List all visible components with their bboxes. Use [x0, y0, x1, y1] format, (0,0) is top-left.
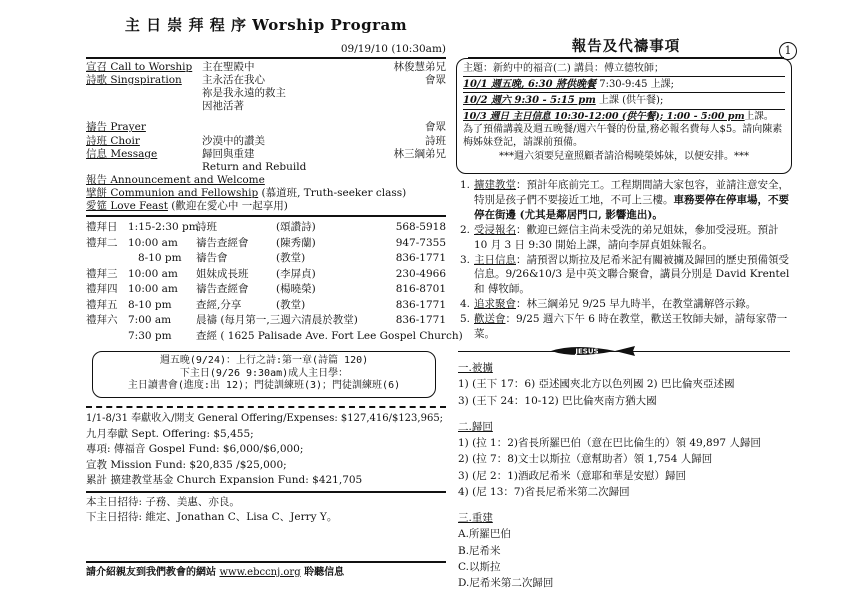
outline-line: 1) (王下 17：6) 亞述國夾北方以色列國 2) 巴比倫夾亞述國 — [458, 378, 735, 391]
schedule-location: (李屏貞) — [276, 267, 316, 280]
schedule-event: 禱告查經會 — [196, 283, 249, 296]
notice-item — [460, 253, 792, 298]
footer-tail: 聆聽信息 — [304, 566, 345, 578]
schedule-rest: 7:30-9:45 上課; — [596, 79, 675, 91]
outline-line: D.尼希米第二次歸回 — [458, 577, 554, 590]
divider — [86, 561, 446, 563]
singspiration-leader: 會眾 — [425, 74, 446, 86]
schedule-phone: 230-4966 — [395, 267, 446, 280]
schedule-day: 禮拜三 — [86, 267, 118, 280]
outline-line: 3) (王下 24：10-12) 巴比倫夾南方猶大國 — [458, 394, 657, 407]
communion-label: 擘餅 Communion and Fellowship — [86, 187, 259, 199]
divider-word: JESUS — [575, 347, 599, 356]
schedule-location: (教堂) — [276, 298, 306, 311]
finance-line: 1/1-8/31 奉獻收入/開支 General Offering/Expenses: $127,416/$123,965; — [86, 412, 444, 424]
schedule-location: (陳秀蘭) — [276, 236, 316, 249]
prayer-leader: 會眾 — [425, 121, 446, 134]
worship-program-column — [86, 8, 463, 593]
schedule-time: 7:30 pm — [128, 329, 172, 342]
lovefeast-label: 愛筵 Love Feast — [86, 200, 168, 213]
schedule-day: 禮拜四 — [86, 283, 118, 296]
finance-line: 累計 擴建教堂基金 Church Expansion Fund: $421,705 — [86, 474, 363, 487]
schedule-event: 查經 ( 1625 Palisade Ave. Fort Lee Gospel Church) — [196, 329, 463, 342]
finance-line: 九月奉獻 Sept. Offering: $5,455; — [86, 427, 254, 440]
notice-number: 1. — [460, 179, 471, 191]
schedule-row — [86, 268, 446, 284]
bible-study-outline — [458, 360, 790, 591]
notice-item — [460, 297, 792, 312]
notice-title: 受浸報名 — [474, 223, 516, 236]
hymn-extra: 因祂活著 — [202, 100, 244, 113]
notice-number: 4. — [460, 298, 471, 311]
schedule-location: (楊曉榮) — [276, 283, 316, 296]
outline-line: 1) (拉 1：2)省長所羅巴伯（意在巴比倫生的）領 49,897 人歸回 — [458, 437, 761, 450]
message-label: 信息 Message — [86, 147, 158, 160]
schedule-location: (教堂) — [276, 252, 306, 265]
section-heading: 三.重建 — [458, 512, 493, 525]
schedule-time: 10:00 am — [128, 283, 178, 296]
schedule-phone: 836-1771 — [395, 252, 446, 265]
notice-title: 歡送會 — [474, 313, 506, 326]
schedule-day: 禮拜六 — [86, 314, 118, 327]
prayer-item — [202, 121, 322, 134]
notice-bold: 車務要停在停車場，不要停在街邊 (尤其是鄰居門口, 影響進出)。 — [474, 193, 789, 221]
prayer-label: 禱告 Prayer — [86, 121, 146, 134]
service-date: 09/19/10 (10:30am) — [340, 42, 446, 55]
notice-title: 擴建教堂 — [474, 179, 516, 191]
schedule-event: 詩班 — [196, 221, 217, 234]
schedule-phone: 568-5918 — [395, 221, 446, 234]
message-speaker: 林三綱弟兄 — [393, 147, 446, 160]
notice-title: 主日信息 — [474, 253, 516, 266]
schedule-day: 禮拜五 — [86, 298, 118, 311]
notice-item — [460, 223, 792, 253]
schedule-emphasis: 10/3 週日 主日信息 10:30-12:00 (供午餐); 1:00 - 5:00 pm — [463, 110, 745, 122]
schedule-row — [86, 237, 446, 253]
schedule-rest: 上課。 — [744, 110, 774, 122]
footer-text: 請介紹親友到我們教會的網站 — [86, 566, 216, 578]
notice-text: ：請預習以斯拉及尼希米記有關被擄及歸回的歷史預備領受信息。9/26&10/3 是中英文聯合聚會，講員分別是 David Krentel 和 傅牧師。 — [474, 253, 790, 296]
communion-row — [86, 187, 446, 200]
hymn-extra: 祢是我永遠的救主 — [202, 87, 286, 100]
notice-number: 5. — [460, 313, 471, 326]
notice-number: 3. — [460, 253, 471, 266]
next-sunday-school: 下主日(9/26 9:30am)成人主日學： — [179, 367, 349, 379]
announcement-label: 報告 Announcement and Welcome — [86, 173, 265, 186]
service-row-prayer — [86, 121, 446, 134]
outline-line: 4) (尼 13：7)省長尼希米第二次歸回 — [458, 485, 630, 498]
finance-line: 宣教 Mission Fund: $20,835 /$25,000; — [86, 458, 287, 471]
notice-text: ：歡迎已經信主尚未受洗的弟兄姐妹，參加受浸班。預計 10 月 3 日 9:30 開始上課，請向李屏貞姐妹報名。 — [474, 223, 779, 251]
schedule-emphasis: 10/1 週五晚, 6:30 將供晚餐 — [463, 79, 597, 91]
friday-sunday-school-box — [92, 351, 436, 398]
choir-leader: 詩班 — [425, 134, 446, 147]
service-row-call — [86, 61, 446, 74]
schedule-event: 禱告查經會 — [196, 236, 249, 249]
retreat-theme: 主題：新約中的福音(二) 講員：傅立德牧師； — [463, 63, 664, 74]
schedule-day: 禮拜二 — [86, 236, 118, 249]
service-row-message — [86, 148, 446, 161]
footer — [86, 561, 446, 580]
call-to-worship-label: 宣召 Call to Worship — [86, 60, 193, 73]
retreat-schedule-2 — [463, 94, 785, 107]
lovefeast-note: (歡迎在愛心中 一起享用) — [171, 200, 288, 213]
retreat-schedule-1 — [463, 78, 785, 91]
service-row-choir — [86, 135, 446, 148]
section-heading: 二.歸回 — [458, 420, 493, 433]
call-to-worship-item: 主在聖殿中 — [202, 60, 255, 73]
notice-text: ：預計年底前完工。工程期間請大家包容，並請注意安全，特別是孩子們不要接近工地，不可上三樓。 — [474, 179, 789, 206]
page-marker: 1 — [779, 42, 797, 60]
finance-report — [86, 412, 446, 489]
schedule-row — [86, 221, 446, 237]
schedule-row — [86, 314, 446, 330]
hosts — [86, 495, 446, 526]
divider — [86, 57, 446, 59]
outline-line: 2) (拉 7：8)文士以斯拉（意幫助者）領 1,754 人歸回 — [458, 453, 713, 466]
schedule-time: 8-10 pm — [138, 252, 182, 265]
notice-number: 2. — [460, 223, 471, 236]
service-row-hymn — [86, 74, 446, 87]
childcare-note: ***週六須要兒童照顧者請洽楊曉榮姊妹，以便安排。*** — [499, 150, 749, 162]
class-list: 主日讀書會(進度:出 12)；門徒訓練班(3)；門徒訓練班(6) — [127, 380, 401, 392]
announcement-row — [86, 174, 446, 187]
schedule-day — [86, 252, 128, 268]
schedule-day — [86, 330, 128, 346]
choir-item: 沙漠中的讚美 — [202, 134, 265, 147]
website-link[interactable]: www.ebccnj.org — [219, 566, 301, 578]
hosts-next-sunday: 下主日招待: 維定、Jonathan C、Lisa C、Jerry Y。 — [86, 511, 338, 524]
schedule-row — [86, 283, 446, 299]
singspiration-item: 主永活在我心 — [202, 74, 265, 86]
schedule-time: 10:00 am — [128, 236, 178, 249]
divider — [463, 109, 785, 110]
friday-study: 週五晚(9/24)：上行之詩:第一章(詩篇 120) — [159, 355, 369, 367]
divider — [86, 406, 446, 408]
schedule-phone: 947-7355 — [395, 236, 446, 249]
schedule-phone: 836-1771 — [395, 298, 446, 311]
jesus-fish-icon — [545, 345, 645, 357]
retreat-schedule-3 — [463, 111, 785, 124]
weekly-schedule — [86, 221, 463, 345]
program-title: 主 日 崇 拜 程 序 Worship Program — [124, 16, 408, 34]
singspiration-label: 詩歌 Singspiration — [86, 74, 182, 86]
notice-title: 追求聚會 — [474, 298, 516, 311]
schedule-emphasis: 10/2 週六 9:30 - 5:15 pm — [463, 95, 596, 107]
schedule-row — [86, 252, 446, 268]
outline-line: B.尼希米 — [458, 544, 501, 557]
hosts-this-sunday: 本主日招待: 子務、美惠、亦良。 — [86, 495, 240, 508]
notice-item — [460, 178, 792, 223]
notice-text: ：林三綱弟兄 9/25 早九時半，在教堂講解啓示錄。 — [516, 298, 757, 311]
message-english: Return and Rebuild — [202, 160, 307, 173]
schedule-event: 姐妹成長班 — [196, 267, 249, 280]
retreat-box — [456, 58, 792, 174]
schedule-rest: 上課 (供午餐); — [595, 95, 664, 107]
message-item: 歸回與重建 — [202, 147, 255, 160]
schedule-row — [86, 299, 446, 315]
schedule-phone: 816-8701 — [395, 283, 446, 296]
divider — [463, 92, 785, 93]
schedule-row — [86, 329, 463, 346]
schedule-day: 禮拜日 — [86, 221, 118, 234]
notice-text: ：9/25 週六下午 6 時在教堂，歡送王牧師夫婦，請每家帶一菜。 — [474, 313, 788, 341]
divider — [86, 491, 446, 493]
schedule-event: 晨禱 (每月第一,三週六清晨於教堂) — [196, 314, 358, 327]
schedule-event: 查經,分享 — [196, 298, 242, 311]
outline-line: A.所羅巴伯 — [458, 528, 511, 541]
schedule-time: 10:00 am — [128, 267, 178, 280]
outline-line: C.以斯拉 — [458, 560, 501, 573]
divider — [86, 215, 446, 217]
schedule-time: 7:00 am — [128, 314, 172, 327]
schedule-event: 禱告會 — [196, 252, 228, 265]
schedule-phone: 836-1771 — [395, 314, 446, 327]
notice-item — [460, 312, 792, 342]
call-to-worship-leader: 林俊慧弟兄 — [393, 60, 446, 73]
notices-list — [460, 178, 792, 342]
announcements-heading: 報告及代禱事項 — [571, 38, 681, 55]
meals-note: 為了預備講義及週五晚餐/週六午餐的份量,務必報名費每人$5。請向陳素梅姊妹登記，請課前預備。 — [463, 124, 783, 149]
schedule-time: 1:15-2:30 pm — [128, 221, 199, 234]
finance-line: 專項: 傳福音 Gospel Fund: $6,000/$6,000; — [86, 443, 304, 456]
lovefeast-row — [86, 200, 446, 213]
divider — [463, 76, 785, 77]
schedule-location: (頌讚詩) — [276, 221, 316, 234]
choir-label: 詩班 Choir — [86, 134, 140, 147]
communion-note: (慕道班, Truth-seeker class) — [261, 187, 407, 199]
outline-line: 3) (尼 2：1)酒政尼希米（意耶和華是安慰）歸回 — [458, 469, 687, 482]
schedule-time: 8-10 pm — [128, 298, 172, 311]
section-heading: 一.被擄 — [458, 362, 493, 374]
